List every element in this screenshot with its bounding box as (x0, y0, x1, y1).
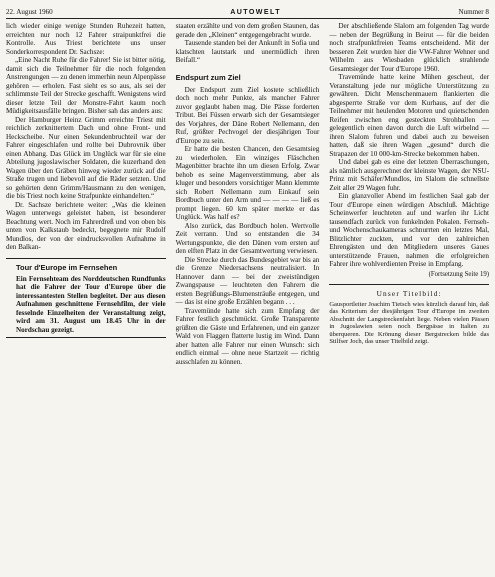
left-paragraph-3: Der Hamburger Heinz Grimm erreichte Triest mit reichlich zerknittertem Dach und ohne Front- und Heckscheibe. Nur einen Sekundenbruchteil war der Fahrer eingeschlafen und rollte bei Dubrovnik über einen Abhang. Das Glück im Unglück war für sie eine Abteilung jugoslawischer Soldaten, die kuzerhand den Wagen über den Gräben hinweg wieder zurück auf die Straße trugen und liebevoll auf die Räder setzten. Und so gehörten denn Grimm/Hausmann zu den wenigen, die bis Triest noch keine Strafpunkte einhandelten.“ (6, 115, 166, 200)
continued-note: (Fortsetzung Seite 19) (428, 270, 489, 278)
right-paragraph-4: Ein glanzvoller Abend im festlichen Saal gab der Tour d'Europe einen würdigen Abschluß. Mächtige Scheinwerfer leuchteten auf und warfen ihr Licht tausendfach zurück von funkelnden Pokalen. Fernseh- und Wochenschaukameras schnurrten ein letztes Mal, Blitzlichter zuckten, und vor den zahlreichen Ehrengästen und den Mitgliedern unseres Gaues unterstützende Frauen, nahmen die erfolgreichen Fahrer ihre wohlverdienten Preise in Empfang. (329, 192, 489, 268)
tv-notice-box (6, 258, 166, 338)
middle-paragraph-1: Der Endspurt zum Ziel kostete schließlich doch noch mehr Punkte, als mancher Fahrer zuvor geglaubt haben mag. Die Pässe forderten Tribut. Bei Füssen erwarb sich der Gesamtsieger des Vorjahres, der Däne Robert Nellemann, den Ruf, größter Pechvogel der diesjährigen Tour d'Europe zu sein. (175, 85, 320, 145)
column-left (6, 22, 166, 366)
cover-caption (329, 284, 489, 347)
cover-caption-title: Unser Titelbild: (376, 288, 442, 298)
middle-paragraph-3: Also zurück, das Bordbuch holen. Wertvolle Zeit verrann. Und so entstanden die 34 Wertungspunkte, die den Dänen vom ersten auf den elften Platz in der Gesamtwertung verwiesen. (175, 221, 320, 255)
page-header (6, 3, 489, 16)
middle-paragraph-2: Er hatte die besten Chancen, den Gesamtsieg zu wiederholen. Ein winziges Fläschchen Magenbitter brachte ihn um diesen Erfolg. Zwar behob es seine Magenverstimmung, aber als kluger und besonders vorsichtiger Mann klemmte sich Robert Nellemann zum Einkauf sein Bordbuch unter den Arm und — — — — ließ es prompt liegen. 60 km später merkte er das Unglück. Was half es? (175, 145, 320, 221)
section-subhead: Endspurt zum Ziel (175, 72, 241, 82)
middle-paragraph-5: Travemünde hatte sich zum Empfang der Fahrer festlich geschmückt. Große Transparente grüßten die Gäste und Erfahrenen, und ein ganzer Wald von Flaggen flatterte lustig im Wind. Dann aber hatten alle Fahrer nur einen Wunsch: sich endlich einmal — ohne neue Startzeit — richtig ausschlafen zu können. (175, 306, 320, 366)
right-paragraph-3: Und dabei gab es eine der letzten Überraschungen, als nämlich ausgerechnet der kleinste Wagen, der NSU-Prinz mit Schäfer/Mundlos, im Slalom die schnellste Zeit aller 29 Wagen fuhr. (329, 158, 489, 192)
issue-date: 22. August 1960 (6, 8, 53, 16)
issue-number: Nummer 8 (458, 8, 489, 16)
middle-intro-2: Tausende standen bei der Ankunft in Sofia und klatschten lautstark und unermüdlich ihren Beifall.“ (175, 39, 320, 64)
left-paragraph-4: Dr. Sachsze berichtete weiter: „Was die kleinen Wagen unterwegs geleistet haben, ist besonderer Beachtung wert. Noch im Fahrerdreß und von oben bis unten von Kalkstaub bedeckt, begegnete mir Rudolf Mundlos, der von der eindrucksvollen Aufnahme in den Balkan- (6, 200, 166, 251)
left-paragraph-1: lich wieder einige wenige Stunden Ruhezeit hatten, erreichten nur noch 12 Fahrer straipunktfrei die Kontrolle. Aus Triest berichtete uns unser Sonderkorrespondent Dr. Sachsze: (6, 22, 166, 56)
magazine-title: AUTOWELT (230, 8, 281, 16)
cover-caption-text: Gausportleiter Joachim Tietsch wies kürzlich darauf hin, daß das Kriterium der diesjährigen Tour d'Europe im zweiten Abschnitt der Langstreckenfahrt liege. Neben vielen Pässen in Jugoslawien seien noch Bergpässe in Italien zu überqueren. Die Krönung dieser Bergstrecken bilde das Stilfser Joch, das unser Titelbild zeigt. (329, 300, 489, 346)
tv-notice-text: Ein Fernsehteam des Norddeutschen Rundfunks hat die Fahrer der Tour d'Europe über die interessantesten Stellen begleitet. Der aus diesen Aufnahmen geschnittene Fernsehfilm, der viele fesselnde Einzelheiten der Veranstaltung zeigt, wird am 31. August um 18.45 Uhr in der Nordschau gezeigt. (16, 274, 166, 335)
tv-notice-title: Tour d'Europe im Fernsehen (16, 262, 118, 272)
middle-intro-1: staaten erzählte und von dem großen Staunen, das gerade den „Kleinen“ entgegengebracht wurde. (175, 22, 320, 39)
left-paragraph-2: „Eine Nacht Ruhe für die Fahrer! Sie ist bitter nötig, damit sich die Teilnehmer für die noch folgenden Anstrengungen — zu denen immerhin neun Alpenpässe gehören — erholen. Fast sieht es so aus, als sei der schlimmste Teil der Strecke geschafft. Wenigstens wird dieser letzte Teil der Monstre-Fahrt kaum noch Müdigkeitsausfälle bringen. Bisher sah das anders aus: (6, 56, 166, 115)
article-columns (6, 22, 489, 366)
right-paragraph-2: Travemünde hatte keine Mühen gescheut, der Veranstaltung jede nur mögliche Unterstützung zu gewähren. Dicht Menschenmauern flankierten die abgesperrte Straße vor dem Kurhaus, auf der die Teilnehmer mit heulenden Motoren und quietschenden Reifen zwischen eng gesteckten Strohballen — gelegentlich einen davon durch die Luft wirbelnd — ihren Slalom fuhren und dabei auch zu beweisen hatten, daß sie ihren Wagen „gesund“ durch die Strapazen der 10 000-km-Strecke bekommen haben. (329, 73, 489, 158)
column-right (329, 22, 489, 366)
right-paragraph-1: Der abschließende Slalom am folgenden Tag wurde — neben der Begrüßung in Beirut — für die beiden noch strafpunktfreien Teams entscheidend. Mit der besseren Zeit wurden hier die VW-Fahrer Wehner und Wilhelm aus Wiesbaden glücklich strahlende Gesamtsieger der Tour d'Europe 1960. (329, 22, 489, 73)
column-middle (176, 22, 320, 366)
header-rule (6, 18, 489, 19)
middle-paragraph-4: Die Strecke durch das Bundesgebiet war bis an die Grenze Niedersachsens neutralisiert. In Hannover dann — bei der zweistündigen Zwangspause — leuchteten den Fahrern die ersten Begrüßungs-Blumensträuße entgegen, und — das ist eine große Erzählen begann . . . (175, 255, 320, 306)
